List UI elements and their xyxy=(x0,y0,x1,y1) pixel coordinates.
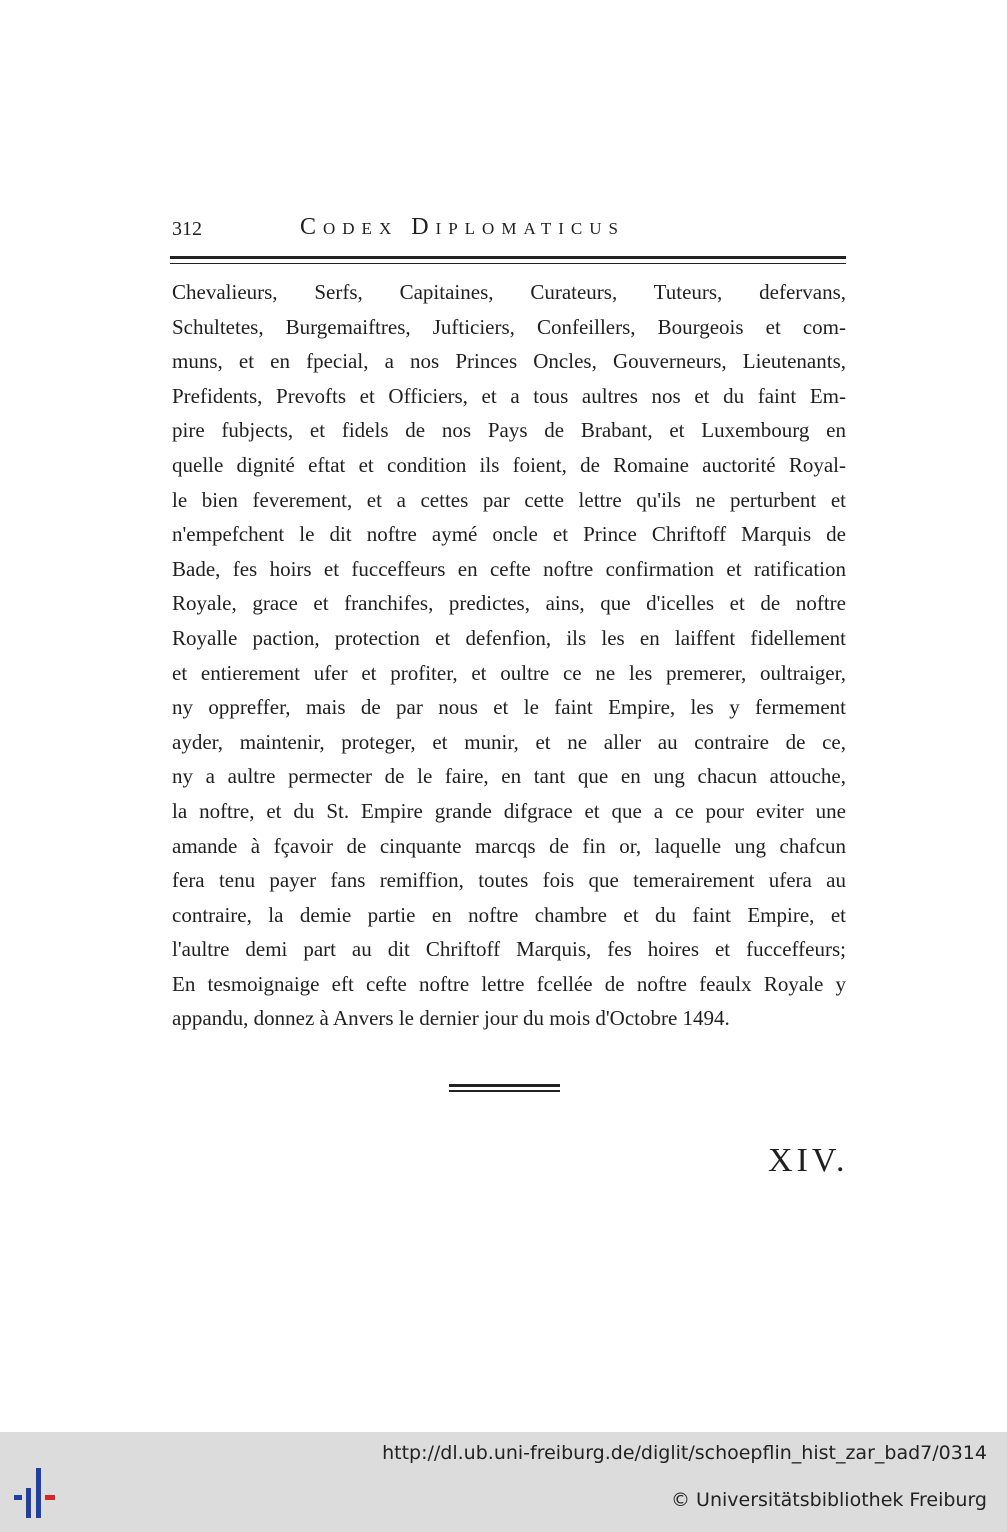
body-text xyxy=(172,275,846,1036)
text-line: la noftre, et du St. Empire grande difgrace et que a ce pour eviter une xyxy=(172,798,846,823)
text-line: Royale, grace et franchifes, predictes, ains, que d'icelles et de noftre xyxy=(172,591,846,616)
text-line: Bade, fes hoirs et fucceffeurs en cefte noftre confirmation et ratification xyxy=(172,556,846,581)
text-line: quelle dignité eftat et condition ils foient, de Romaine auctorité Royal- xyxy=(172,452,846,477)
text-line: fera tenu payer fans remiffion, toutes fois que temerairement ufera au xyxy=(172,868,846,893)
footer-bar xyxy=(0,1432,1007,1532)
text-line: Prefidents, Prevofts et Officiers, et a tous aultres nos et du faint Em- xyxy=(172,383,846,408)
ub-freiburg-logo-icon xyxy=(14,1468,64,1518)
text-line: muns, et en fpecial, a nos Princes Oncles, Gouverneurs, Lieutenants, xyxy=(172,349,846,374)
text-line: Chevalieurs, Serfs, Capitaines, Curateurs, Tuteurs, defervans, xyxy=(172,280,846,304)
text-line: l'aultre demi part au dit Chriftoff Marquis, fes hoires et fucceffeurs; xyxy=(172,937,846,962)
text-line: contraire, la demie partie en noftre chambre et du faint Empire, et xyxy=(172,902,846,927)
section-separator xyxy=(449,1084,560,1092)
text-line: ayder, maintenir, proteger, et munir, et ne aller au contraire de ce, xyxy=(172,729,846,754)
text-line: Schultetes, Burgemaiftres, Jufticiers, Confeillers, Bourgeois et com- xyxy=(172,314,846,339)
text-line: et entierement ufer et profiter, et oultre ce ne les premerer, oultraiger, xyxy=(172,660,846,685)
text-line: amande à fçavoir de cinquante marcqs de fin or, laquelle ung chafcun xyxy=(172,833,846,858)
text-line: ny oppreffer, mais de par nous et le faint Empire, les y fermement xyxy=(172,695,846,720)
text-line: ny a aultre permecter de le faire, en tant que en ung chacun attouche, xyxy=(172,764,846,789)
text-line: En tesmoignaige eft cefte noftre lettre fcellée de noftre feaulx Royale y xyxy=(172,971,846,996)
text-line: pire fubjects, et fidels de nos Pays de Brabant, et Luxembourg en xyxy=(172,418,846,443)
text-line: n'empefchent le dit noftre aymé oncle et Prince Chriftoff Marquis de xyxy=(172,522,846,547)
header-rule xyxy=(170,256,846,264)
text-line: Royalle paction, protection et defenfion, ils les en laiffent fidellement xyxy=(172,625,846,650)
page-number: 312 xyxy=(172,218,202,240)
section-number: XIV. xyxy=(768,1142,849,1179)
footer-url-link[interactable]: http://dl.ub.uni-freiburg.de/diglit/schoepflin_hist_zar_bad7/0314 xyxy=(382,1442,987,1464)
text-line: appandu, donnez à Anvers le dernier jour du mois d'Octobre 1494. xyxy=(172,1006,730,1031)
footer-copyright: © Universitätsbibliothek Freiburg xyxy=(671,1489,987,1511)
text-line: le bien feverement, et a cettes par cette lettre qu'ils ne perturbent et xyxy=(172,487,846,512)
running-head: Codex Diplomaticus xyxy=(300,214,625,240)
